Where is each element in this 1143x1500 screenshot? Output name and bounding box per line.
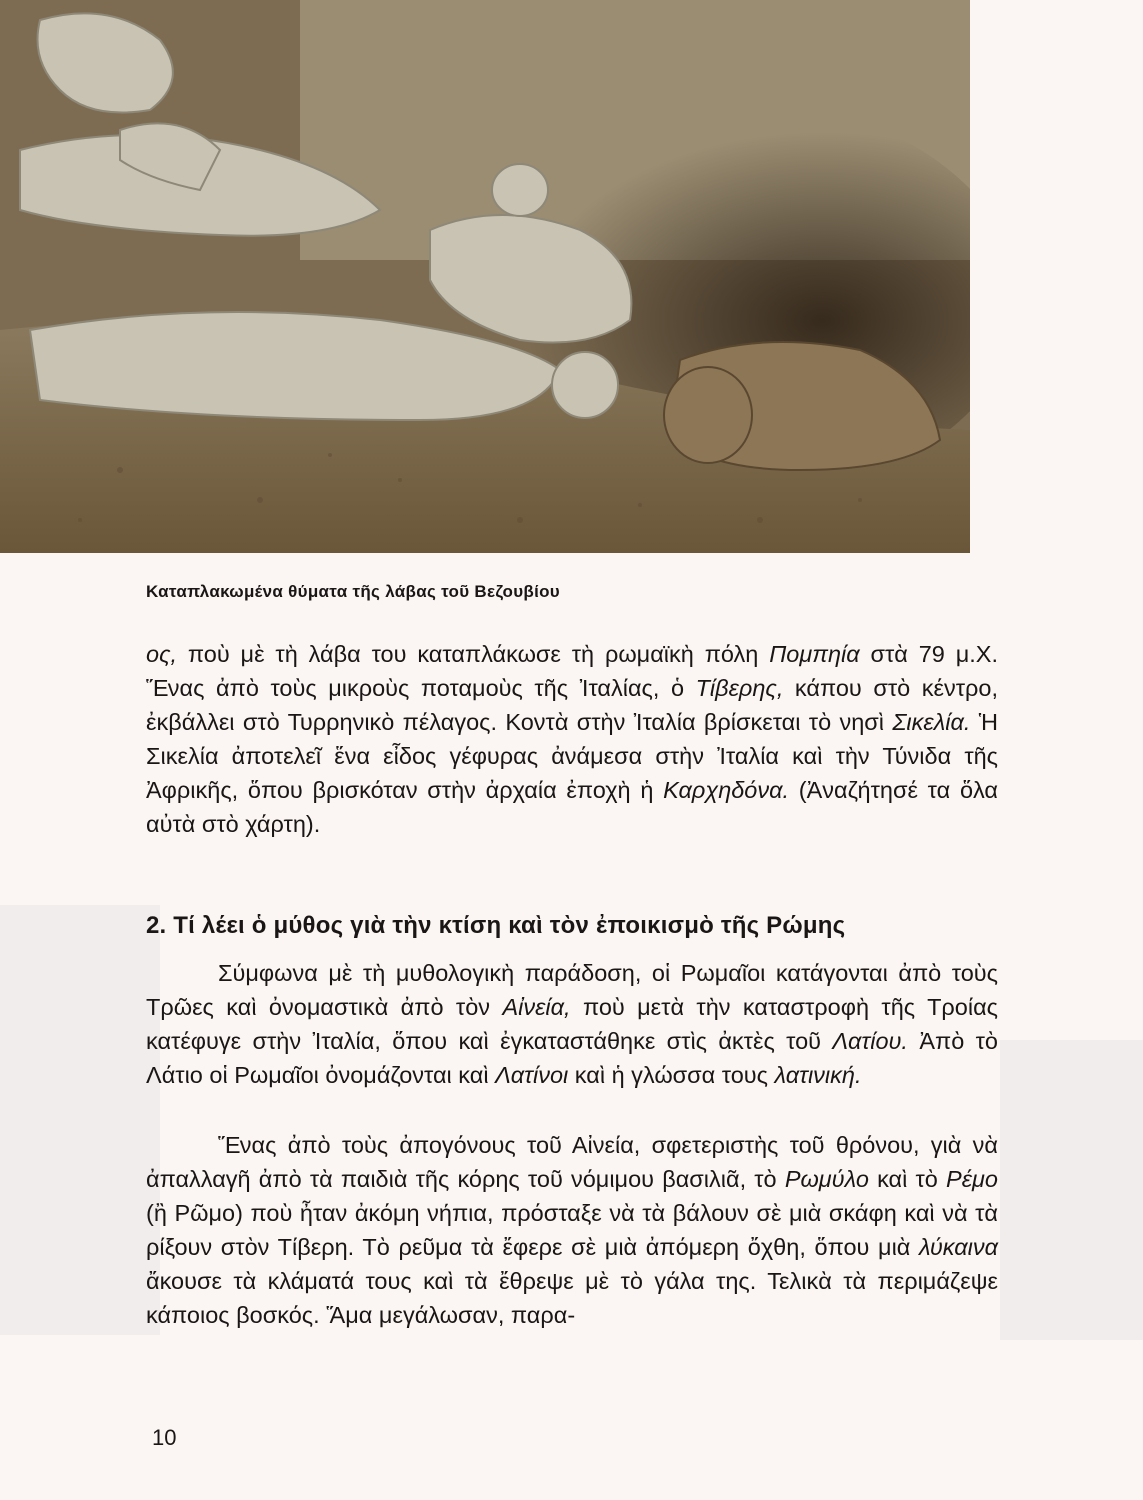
text-span: Καρχηδόνα.	[663, 777, 790, 803]
paragraph-2	[146, 956, 998, 1092]
text-span: καὶ ἡ γλώσσα τους	[568, 1062, 775, 1088]
text-span: Σικελία.	[892, 709, 971, 735]
text-span: ποὺ μετὰ τὴν καταστροφὴ τῆς Τροίας κατέφυγε στὴν Ἰταλία, ὅπου καὶ ἐγκαταστάθηκε στὶς ἀκτὲς τοῦ	[146, 994, 998, 1054]
section-heading: 2. Τί λέει ὁ μύθος γιὰ τὴν κτίση καὶ τὸν ἐποικισμὸ τῆς Ρώμης	[146, 912, 846, 939]
text-span: Ρέμο	[946, 1166, 998, 1192]
text-span: Ἕνας ἀπὸ τοὺς ἀπογόνους τοῦ Αἰνεία, σφετεριστὴς τοῦ θρόνου, γιὰ νὰ ἀπαλλαγῆ ἀπὸ τὰ παιδιὰ τῆς κόρης τοῦ νόμιμου βασιλιᾶ, τὸ	[146, 1132, 998, 1192]
text-span: λατινική.	[774, 1062, 862, 1088]
text-span: Ρωμύλο	[784, 1166, 869, 1192]
page-number: 10	[152, 1425, 177, 1450]
bleed-through-area	[0, 905, 160, 1335]
photo-illustration	[0, 0, 970, 553]
text-span: κάπου στὸ κέντρο, ἐκβάλλει στὸ Τυρρηνικὸ πέλαγος. Κοντὰ στὴν Ἰταλία βρίσκεται τὸ νησὶ	[146, 675, 998, 735]
text-span: Ἡ Σικελία ἀποτελεῖ ἕνα εἶδος γέφυρας ἀνάμεσα στὴν Ἰταλία καὶ τὴν Τύνιδα τῆς Ἀφρικῆς, ὅπου βρισκόταν στὴν ἀρχαία ἐποχὴ ἡ	[146, 709, 999, 803]
paragraph-1	[146, 637, 998, 841]
text-span: (Ἀναζήτησέ τα ὅλα αὐτὰ στὸ χάρτη).	[146, 777, 998, 837]
paragraph-3	[146, 1128, 998, 1332]
text-span: Ἀπὸ τὸ Λάτιο οἱ Ρωμαῖοι ὀνομάζονται καὶ	[146, 1028, 998, 1088]
text-span: Λατίνοι	[495, 1062, 569, 1088]
text-span: στὰ 79 μ.Χ. Ἕνας ἀπὸ τοὺς μικροὺς ποταμοὺς τῆς Ἰταλίας, ὁ	[146, 641, 998, 701]
text-span: (ἢ Ρῶμο) ποὺ ἦταν ἀκόμη νήπια, πρόσταξε νὰ τὰ βάλουν σὲ μιὰ σκάφη καὶ νὰ τὰ ρίξουν στὸν Τίβερη. Τὸ ρεῦμα τὰ ἔφερε σὲ μιὰ ἀπόμερη ὄχθη, ὅπου μιὰ	[146, 1200, 998, 1260]
lava-victims-photo	[0, 0, 970, 553]
text-span: Λατίου.	[832, 1028, 908, 1054]
text-span: ἄκουσε τὰ κλάματά τους καὶ τὰ ἔθρεψε μὲ τὸ γάλα της. Τελικὰ τὰ περιμάζεψε κάποιος βοσκός. Ἅμα μεγάλωσαν, παρα-	[146, 1268, 998, 1328]
bleed-through-area	[1000, 1040, 1143, 1340]
text-span: καὶ τὸ	[868, 1166, 947, 1192]
text-span: λύκαινα	[919, 1234, 998, 1260]
text-span: Αἰνεία,	[502, 994, 571, 1020]
photo-caption: Καταπλακωμένα θύματα τῆς λάβας τοῦ Βεζουβίου	[146, 582, 560, 601]
text-span: Τίβερης,	[695, 675, 784, 701]
text-span: ποὺ μὲ τὴ λάβα του καταπλάκωσε τὴ ρωμαϊκὴ πόλη	[177, 641, 770, 667]
text-span: ος,	[146, 641, 178, 667]
text-span: Σύμφωνα μὲ τὴ μυθολογικὴ παράδοση, οἱ Ρωμαῖοι κατάγονται ἀπὸ τοὺς Τρῶες καὶ ὀνομαστικὰ ἀπὸ τὸν	[146, 960, 998, 1020]
text-span: Πομπηία	[769, 641, 860, 667]
